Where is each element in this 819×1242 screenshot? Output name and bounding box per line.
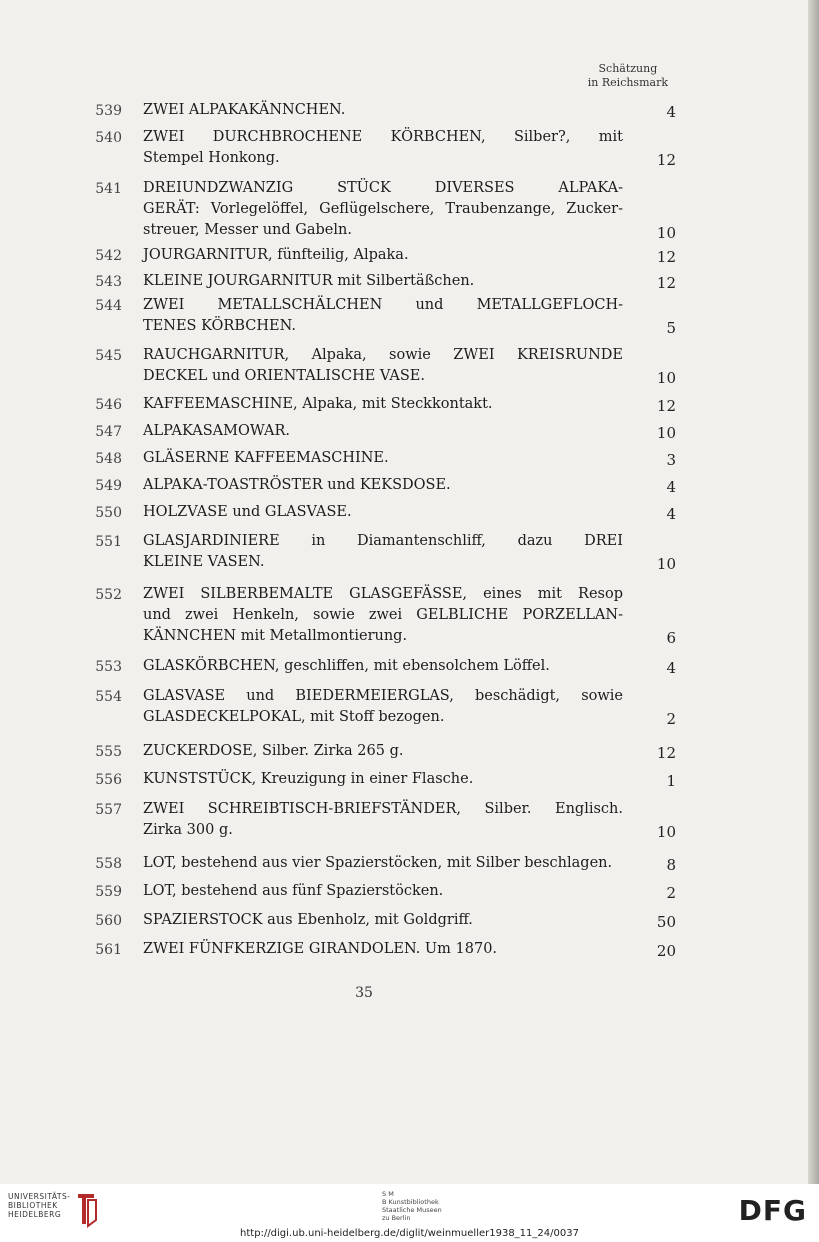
lot-estimate: 5 <box>666 319 676 337</box>
lot-description <box>143 100 623 121</box>
lot-description-line: GERÄT: Vorlegelöffel, Geflügelschere, Traubenzange, Zucker- <box>143 201 623 217</box>
lot-description-line: ZWEI SCHREIBTISCH-BRIEFSTÄNDER, Silber. Englisch. <box>143 801 623 817</box>
lot-estimate: 12 <box>656 274 676 292</box>
lot-description-line: HOLZVASE und GLASVASE. <box>143 504 352 520</box>
lot-description <box>143 448 623 469</box>
lot-description-line: ZWEI FÜNFKERZIGE GIRANDOLEN. Um 1870. <box>143 941 498 957</box>
lot-description <box>143 741 623 762</box>
lot-number: 557 <box>95 802 122 818</box>
lot-number: 550 <box>95 505 122 521</box>
lot-number: 561 <box>95 942 122 958</box>
lot-description <box>143 769 623 790</box>
lot-estimate: 12 <box>656 744 676 762</box>
lot-estimate: 12 <box>656 397 676 415</box>
lot-description <box>143 584 623 647</box>
lot-description-line: GLASJARDINIERE in Diamantenschliff, dazu DREI <box>143 533 623 549</box>
lot-description <box>143 178 623 241</box>
lot-description-line: GLÄSERNE KAFFEEMASCHINE. <box>143 450 389 466</box>
lot-number: 545 <box>95 348 122 364</box>
lot-number: 548 <box>95 451 122 467</box>
lot-description <box>143 421 623 442</box>
lot-description-line: SPAZIERSTOCK aus Ebenholz, mit Goldgriff. <box>143 912 473 928</box>
lot-number: 558 <box>95 856 122 872</box>
lot-number: 552 <box>95 587 122 603</box>
lot-number: 556 <box>95 772 122 788</box>
lot-number: 541 <box>95 181 122 197</box>
lot-description-line: KAFFEEMASCHINE, Alpaka, mit Steckkontakt. <box>143 396 493 412</box>
university-library-label: UNIVERSITÄTS- BIBLIOTHEK HEIDELBERG <box>8 1192 71 1219</box>
lot-description <box>143 799 623 841</box>
lot-estimate: 10 <box>656 369 676 387</box>
lot-number: 559 <box>95 884 122 900</box>
lot-description <box>143 475 623 496</box>
lot-estimate: 8 <box>666 856 676 874</box>
lot-estimate: 4 <box>666 659 676 677</box>
lot-description-line: KUNSTSTÜCK, Kreuzigung in einer Flasche. <box>143 771 474 787</box>
lot-description-line: ZWEI ALPAKAKÄNNCHEN. <box>143 102 346 118</box>
lot-number: 547 <box>95 424 122 440</box>
lot-description <box>143 245 623 266</box>
lot-number: 549 <box>95 478 122 494</box>
lot-description <box>143 345 623 387</box>
lot-description-line: Stempel Honkong. <box>143 150 280 166</box>
lot-description-line: ALPAKA-TOASTRÖSTER und KEKSDOSE. <box>143 477 451 493</box>
lot-description-line: Zirka 300 g. <box>143 822 233 838</box>
lot-description-line: und zwei Henkeln, sowie zwei GELBLICHE PORZELLAN- <box>143 607 623 623</box>
lot-description-line: JOURGARNITUR, fünfteilig, Alpaka. <box>143 247 409 263</box>
lot-number: 539 <box>95 103 122 119</box>
lot-description <box>143 271 623 292</box>
lot-estimate: 10 <box>656 424 676 442</box>
lot-description <box>143 531 623 573</box>
lot-number: 540 <box>95 130 122 146</box>
lot-estimate: 2 <box>666 884 676 902</box>
footer-bar <box>0 1184 819 1242</box>
lot-description <box>143 881 623 902</box>
lot-description <box>143 686 623 728</box>
lot-number: 544 <box>95 298 122 314</box>
lot-description <box>143 939 623 960</box>
lot-number: 554 <box>95 689 122 705</box>
lot-description-line: ALPAKASAMOWAR. <box>143 423 291 439</box>
dfg-logo: DFG <box>738 1194 807 1227</box>
valuation-header <box>588 62 668 90</box>
lot-description <box>143 502 623 523</box>
lot-estimate: 10 <box>656 224 676 242</box>
lot-number: 546 <box>95 397 122 413</box>
lot-number: 553 <box>95 659 122 675</box>
lot-description-line: GLASVASE und BIEDERMEIERGLAS, beschädigt, sowie <box>143 688 623 704</box>
lot-description-line: LOT, bestehend aus fünf Spazierstöcken. <box>143 883 444 899</box>
lot-description <box>143 127 623 169</box>
lot-number: 542 <box>95 248 122 264</box>
lot-description <box>143 853 623 874</box>
lot-estimate: 50 <box>656 913 676 931</box>
lot-description-line: ZWEI METALLSCHÄLCHEN und METALLGEFLOCH- <box>143 297 623 313</box>
lot-description <box>143 656 623 677</box>
lot-estimate: 4 <box>666 103 676 121</box>
lot-description-line: ZWEI DURCHBROCHENE KÖRBCHEN, Silber?, mit <box>143 129 623 145</box>
lot-description-line: streuer, Messer und Gabeln. <box>143 222 352 238</box>
lot-description-line: TENES KÖRBCHEN. <box>143 318 296 334</box>
university-logo-icon <box>74 1190 100 1228</box>
lot-description-line: KLEINE JOURGARNITUR mit Silbertäßchen. <box>143 273 475 289</box>
lot-estimate: 10 <box>656 823 676 841</box>
lot-estimate: 20 <box>656 942 676 960</box>
lot-estimate: 2 <box>666 710 676 728</box>
lot-description-line: DECKEL und ORIENTALISCHE VASE. <box>143 368 425 384</box>
lot-number: 543 <box>95 274 122 290</box>
source-url-link[interactable]: http://digi.ub.uni-heidelberg.de/diglit/weinmueller1938_11_24/0037 <box>240 1228 579 1239</box>
lot-description-line: LOT, bestehend aus vier Spazierstöcken, mit Silber beschlagen. <box>143 855 613 871</box>
lot-estimate: 1 <box>666 772 676 790</box>
lot-estimate: 12 <box>656 151 676 169</box>
museum-label: S M B Kunstbibliothek Staatliche Museen zu Berlin <box>382 1190 442 1222</box>
lot-description-line: ZWEI SILBERBEMALTE GLASGEFÄSSE, eines mit Resop <box>143 586 623 602</box>
lot-description <box>143 394 623 415</box>
lot-number: 551 <box>95 534 122 550</box>
lot-description-line: DREIUNDZWANZIG STÜCK DIVERSES ALPAKA- <box>143 180 623 196</box>
header-line-1: Schätzung <box>598 62 658 75</box>
lot-estimate: 6 <box>666 629 676 647</box>
lot-description <box>143 295 623 337</box>
lot-description-line: RAUCHGARNITUR, Alpaka, sowie ZWEI KREISRUNDE <box>143 347 623 363</box>
lot-estimate: 4 <box>666 505 676 523</box>
page-number: 35 <box>355 985 373 1001</box>
lot-description-line: KÄNNCHEN mit Metallmontierung. <box>143 628 408 644</box>
lot-estimate: 10 <box>656 555 676 573</box>
lot-estimate: 3 <box>666 451 676 469</box>
lot-estimate: 4 <box>666 478 676 496</box>
lot-description-line: ZUCKERDOSE, Silber. Zirka 265 g. <box>143 743 404 759</box>
lot-description-line: GLASKÖRBCHEN, geschliffen, mit ebensolchem Löffel. <box>143 658 550 674</box>
page-edge <box>808 0 819 1184</box>
lot-description-line: GLASDECKELPOKAL, mit Stoff bezogen. <box>143 709 445 725</box>
lot-estimate: 12 <box>656 248 676 266</box>
lot-description-line: KLEINE VASEN. <box>143 554 265 570</box>
lot-number: 560 <box>95 913 122 929</box>
lot-description <box>143 910 623 931</box>
lot-number: 555 <box>95 744 122 760</box>
header-line-2: in Reichsmark <box>587 76 668 89</box>
